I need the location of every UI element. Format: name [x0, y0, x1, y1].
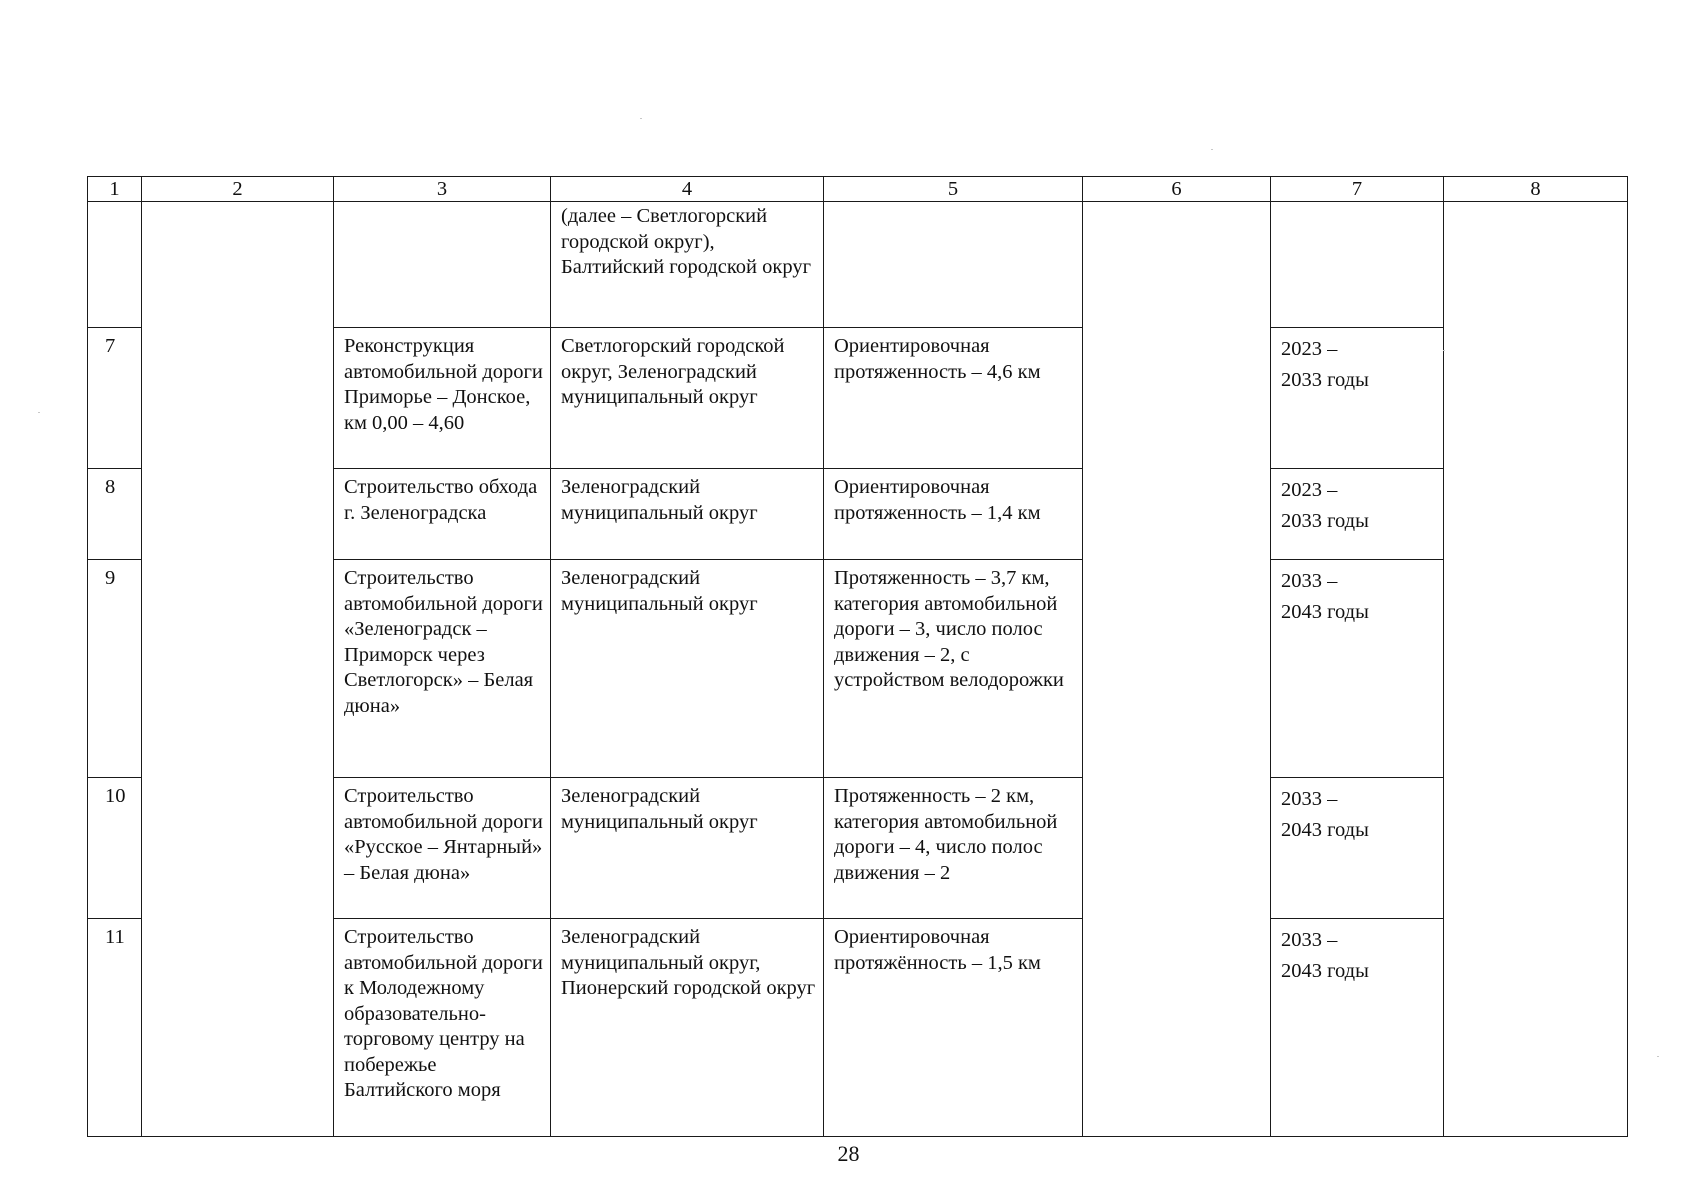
- header-cell: 2: [142, 177, 334, 202]
- project-name: Строительство автомобильной дороги «Русское – Янтарный» – Белая дюна»: [334, 778, 551, 919]
- project-name: Строительство автомобильной дороги «Зеленоградск – Приморск через Светлогорск» – Белая дюна»: [334, 560, 551, 778]
- period-start: 2033 –: [1281, 929, 1338, 951]
- header-cell: 6: [1083, 177, 1271, 202]
- header-row: [88, 177, 1628, 202]
- period-cell: [1271, 560, 1444, 778]
- period-cell: [1271, 469, 1444, 560]
- row-number: 8: [88, 469, 142, 560]
- scan-speck: [640, 118, 642, 119]
- row-number: 10: [88, 778, 142, 919]
- row-number: 9: [88, 560, 142, 778]
- characteristics: Ориентировочная протяженность – 4,6 км: [824, 328, 1083, 469]
- period-start: 2023 –: [1281, 338, 1338, 360]
- period-end: 2043 годы: [1281, 960, 1369, 982]
- scan-speck: [1443, 350, 1445, 351]
- characteristics: Ориентировочная протяжённость – 1,5 км: [824, 919, 1083, 1137]
- header-cell: 3: [334, 177, 551, 202]
- project-name: Строительство обхода г. Зеленоградска: [334, 469, 551, 560]
- location: Зеленоградский муниципальный округ: [551, 469, 824, 560]
- header-cell: 8: [1444, 177, 1628, 202]
- project-name: Строительство автомобильной дороги к Молодежному образовательно-торговому центру на побережье Балтийского моря: [334, 919, 551, 1137]
- period-start: 2033 –: [1281, 788, 1338, 810]
- period-cell: [1271, 328, 1444, 469]
- location-cell: (далее – Светлогорский городской округ), Балтийский городской округ: [551, 202, 824, 328]
- location: Зеленоградский муниципальный округ: [551, 778, 824, 919]
- scan-speck: [1657, 1056, 1659, 1057]
- row-number: 11: [88, 919, 142, 1137]
- period-cell: [1271, 919, 1444, 1137]
- characteristics-cell: [824, 202, 1083, 328]
- header-cell: 7: [1271, 177, 1444, 202]
- period-start: 2033 –: [1281, 570, 1338, 592]
- header-cell: 5: [824, 177, 1083, 202]
- location: Зеленоградский муниципальный округ, Пионерский городской округ: [551, 919, 824, 1137]
- period-start: 2023 –: [1281, 479, 1338, 501]
- scan-speck: [1211, 149, 1213, 150]
- merged-column-2-cell: [142, 202, 334, 1137]
- data-table: [87, 176, 1628, 1137]
- period-end: 2033 годы: [1281, 369, 1369, 391]
- characteristics: Протяженность – 3,7 км, категория автомобильной дороги – 3, число полос движения – 2, с устройством велодорожки: [824, 560, 1083, 778]
- period-cell: [1271, 202, 1444, 328]
- row-number-cell: [88, 202, 142, 328]
- scan-speck: [38, 412, 40, 413]
- project-name: Реконструкция автомобильной дороги Приморье – Донское, км 0,00 – 4,60: [334, 328, 551, 469]
- location: Светлогорский городской округ, Зеленоградский муниципальный округ: [551, 328, 824, 469]
- period-end: 2043 годы: [1281, 601, 1369, 623]
- characteristics: Протяженность – 2 км, категория автомобильной дороги – 4, число полос движения – 2: [824, 778, 1083, 919]
- period-end: 2033 годы: [1281, 510, 1369, 532]
- header-cell: 1: [88, 177, 142, 202]
- merged-column-8-cell: [1444, 202, 1628, 1137]
- continuation-row: [88, 202, 1628, 328]
- characteristics: Ориентировочная протяженность – 1,4 км: [824, 469, 1083, 560]
- period-cell: [1271, 778, 1444, 919]
- location: Зеленоградский муниципальный округ: [551, 560, 824, 778]
- header-cell: 4: [551, 177, 824, 202]
- row-number: 7: [88, 328, 142, 469]
- merged-column-6-cell: [1083, 202, 1271, 1137]
- page-number: 28: [837, 1141, 860, 1166]
- period-end: 2043 годы: [1281, 819, 1369, 841]
- project-cell: [334, 202, 551, 328]
